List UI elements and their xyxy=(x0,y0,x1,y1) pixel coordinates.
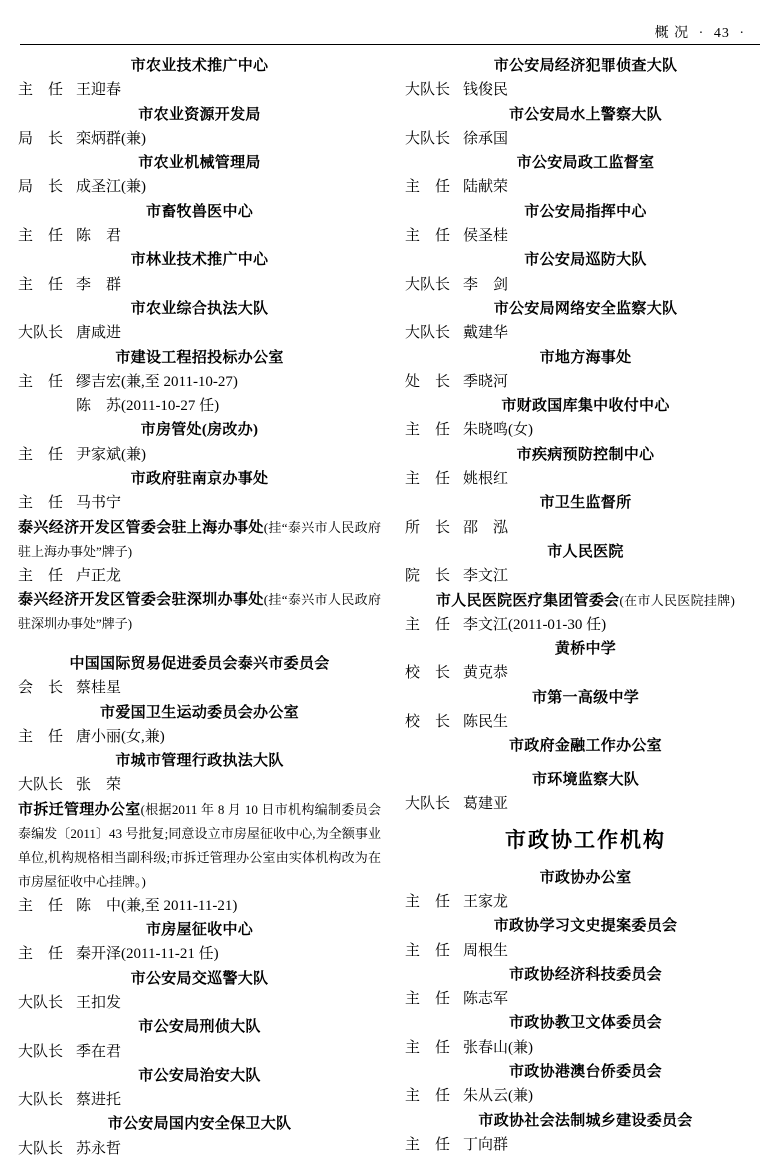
org-heading xyxy=(18,749,381,773)
org-heading xyxy=(18,103,381,127)
org-heading xyxy=(18,346,381,370)
org-name: 市政协教卫文体委员会 xyxy=(508,1015,662,1032)
person-title: 主 任 xyxy=(405,422,451,439)
org-heading xyxy=(405,394,766,418)
person-title: 处 长 xyxy=(405,373,451,390)
body-columns xyxy=(14,54,766,1161)
person-title: 所 长 xyxy=(405,519,451,536)
person-entry xyxy=(18,1040,381,1064)
header-trailing-dot: · xyxy=(739,26,745,41)
person-name: 钱俊民 xyxy=(463,82,509,99)
org-name: 市农业资源开发局 xyxy=(138,106,261,123)
org-name: 市政府驻南京办事处 xyxy=(130,471,269,488)
person-name: 丁向群 xyxy=(463,1136,509,1153)
person-entry xyxy=(405,1084,766,1108)
org-name: 市政协办公室 xyxy=(539,869,632,886)
org-heading xyxy=(405,297,766,321)
org-heading xyxy=(18,918,381,942)
person-title: 主 任 xyxy=(405,471,451,488)
org-name: 泰兴经济开发区管委会驻上海办事处 xyxy=(18,519,264,536)
org-heading xyxy=(18,248,381,272)
person-name: 朱从云(兼) xyxy=(463,1088,533,1105)
person-name: 季晓河 xyxy=(463,373,509,390)
org-heading xyxy=(405,151,766,175)
person-entry xyxy=(405,987,766,1011)
person-entry xyxy=(18,1088,381,1112)
person-name: 周根生 xyxy=(463,942,509,959)
person-name: 成圣江(兼) xyxy=(76,179,146,196)
org-name: 市公安局网络安全监察大队 xyxy=(493,300,678,317)
org-name: 市公安局刑侦大队 xyxy=(138,1019,261,1036)
person-entry xyxy=(405,1133,766,1157)
person-entry xyxy=(405,710,766,734)
person-name: 张 荣 xyxy=(76,777,122,794)
person-title: 大队长 xyxy=(18,994,64,1011)
person-title: 大队长 xyxy=(405,276,451,293)
org-name: 市公安局政工监督室 xyxy=(516,155,655,172)
person-title: 大队长 xyxy=(18,325,64,342)
person-entry xyxy=(405,127,766,151)
person-name: 陈 中(兼,至 2011-11-21) xyxy=(76,897,238,914)
org-heading xyxy=(18,467,381,491)
person-name: 朱晓鸣(女) xyxy=(463,422,533,439)
org-name: 市公安局巡防大队 xyxy=(524,252,647,269)
person-name: 唐咸进 xyxy=(76,325,122,342)
person-name: 陈 君 xyxy=(76,228,122,245)
org-heading xyxy=(405,963,766,987)
person-name: 秦开泽(2011-11-21 任) xyxy=(76,946,219,963)
person-title: 主 任 xyxy=(405,1039,451,1056)
person-entry xyxy=(405,613,766,637)
org-heading xyxy=(18,151,381,175)
org-heading xyxy=(405,1011,766,1035)
person-entry xyxy=(405,273,766,297)
org-name: 市城市管理行政执法大队 xyxy=(115,753,284,770)
person-entry xyxy=(405,418,766,442)
org-name: 市房屋征收中心 xyxy=(145,922,254,939)
org-name: 市公安局经济犯罪侦查大队 xyxy=(493,58,678,74)
org-name: 市政协社会法制城乡建设委员会 xyxy=(478,1112,693,1129)
org-name: 市政协港澳台侨委员会 xyxy=(508,1064,662,1081)
org-heading xyxy=(405,637,766,661)
person-entry xyxy=(405,321,766,345)
org-heading xyxy=(405,200,766,224)
org-heading-block xyxy=(18,516,381,564)
org-heading xyxy=(405,686,766,710)
person-title: 主 任 xyxy=(405,1136,451,1153)
person-entry xyxy=(18,894,381,918)
person-title: 主 任 xyxy=(18,728,64,745)
person-title: 局 长 xyxy=(18,130,64,147)
person-entry xyxy=(18,127,381,151)
person-title: 主 任 xyxy=(405,991,451,1008)
org-heading xyxy=(405,866,766,890)
person-title: 主 任 xyxy=(18,228,64,245)
person-name: 侯圣桂 xyxy=(463,228,509,245)
org-heading xyxy=(405,768,766,792)
person-entry xyxy=(405,1036,766,1060)
person-name: 陈志军 xyxy=(463,991,509,1008)
person-title: 校 长 xyxy=(405,714,451,731)
org-heading xyxy=(18,418,381,442)
person-title: 大队长 xyxy=(405,325,451,342)
person-entry xyxy=(405,661,766,685)
person-name: 栾炳群(兼) xyxy=(76,130,146,147)
spacer xyxy=(405,857,766,866)
person-title: 大队长 xyxy=(18,1092,64,1109)
page-header xyxy=(655,22,750,42)
person-name: 李文江 xyxy=(463,568,509,585)
org-name: 黄桥中学 xyxy=(554,641,617,658)
person-title: 大队长 xyxy=(405,130,451,147)
person-entry xyxy=(405,78,766,102)
person-name: 尹家斌(兼) xyxy=(76,446,146,463)
org-note: (根据2011 年 8 月 10 日市机构编制委员会泰编发〔2011〕43 号批复;同意设立市房屋征收中心,为全额事业单位,机构规格相当副科级;市拆迁管理办公室由实体机构改为在市房屋征收中心挂牌。) xyxy=(18,801,381,889)
person-title: 会 长 xyxy=(18,680,64,697)
person-name: 马书宁 xyxy=(76,495,122,512)
org-heading xyxy=(18,652,381,676)
org-name: 市财政国库集中收付中心 xyxy=(501,398,670,415)
person-name: 陈民生 xyxy=(463,714,509,731)
person-title: 主 任 xyxy=(18,446,64,463)
org-name: 市政府金融工作办公室 xyxy=(508,738,662,755)
org-heading xyxy=(18,701,381,725)
org-name: 市农业机械管理局 xyxy=(138,155,261,172)
person-name: 蔡进托 xyxy=(76,1092,122,1109)
person-name: 李文江(2011-01-30 任) xyxy=(463,616,607,633)
person-title: 主 任 xyxy=(18,373,64,390)
org-heading xyxy=(405,1060,766,1084)
person-name: 苏永哲 xyxy=(76,1140,122,1157)
person-title: 主 任 xyxy=(405,894,451,910)
person-entry xyxy=(405,224,766,248)
person-name: 王家龙 xyxy=(463,894,509,910)
org-name: 市疾病预防控制中心 xyxy=(516,446,655,463)
person-entry xyxy=(18,224,381,248)
person-name: 邵 泓 xyxy=(463,519,509,536)
org-name: 市房管处(房改办) xyxy=(140,422,259,439)
org-name: 市政协经济科技委员会 xyxy=(508,966,662,983)
person-entry xyxy=(405,175,766,199)
person-name: 葛建亚 xyxy=(463,795,509,812)
person-name: 蔡桂星 xyxy=(76,680,122,697)
person-title: 大队长 xyxy=(18,1140,64,1157)
person-entry xyxy=(18,321,381,345)
org-name: 中国国际贸易促进委员会泰兴市委员会 xyxy=(69,655,330,672)
person-title: 院 长 xyxy=(405,568,451,585)
org-name: 泰兴经济开发区管委会驻深圳办事处 xyxy=(18,591,264,608)
person-title: 主 任 xyxy=(18,495,64,512)
person-entry xyxy=(18,394,381,418)
person-title: 大队长 xyxy=(405,82,451,99)
person-name: 戴建华 xyxy=(463,325,509,342)
right-column xyxy=(399,54,766,1161)
org-name: 市人民医院医疗集团管委会 xyxy=(435,592,620,609)
org-heading xyxy=(405,1109,766,1133)
person-title: 大队长 xyxy=(18,777,64,794)
org-heading xyxy=(405,540,766,564)
person-name: 张春山(兼) xyxy=(463,1039,533,1056)
page-number: 43 xyxy=(713,26,730,41)
person-name: 徐承国 xyxy=(463,130,509,147)
person-name: 唐小丽(女,兼) xyxy=(76,728,165,745)
org-heading xyxy=(405,103,766,127)
header-rule xyxy=(20,44,760,45)
org-name: 市环境监察大队 xyxy=(531,771,640,788)
org-name: 市公安局治安大队 xyxy=(138,1067,261,1084)
spacer xyxy=(405,816,766,825)
org-name: 市建设工程招投标办公室 xyxy=(115,349,284,366)
org-note: (挂“泰兴市人民政府驻上海办事处”牌子) xyxy=(18,519,381,559)
org-heading xyxy=(405,491,766,515)
org-heading xyxy=(18,297,381,321)
person-entry xyxy=(18,443,381,467)
org-name: 市卫生监督所 xyxy=(539,495,632,512)
header-label: 概 况 xyxy=(654,26,690,41)
person-title: 主 任 xyxy=(18,276,64,293)
org-name: 市农业技术推广中心 xyxy=(130,58,269,74)
org-heading-block xyxy=(18,798,381,894)
org-name: 市地方海事处 xyxy=(539,349,632,366)
person-title: 主 任 xyxy=(405,616,451,633)
org-heading xyxy=(18,967,381,991)
person-title: 主 任 xyxy=(405,1088,451,1105)
org-heading xyxy=(405,589,766,613)
org-heading xyxy=(18,54,381,78)
org-heading xyxy=(405,248,766,272)
person-name: 姚根红 xyxy=(463,471,509,488)
spacer xyxy=(405,759,766,768)
person-entry xyxy=(18,991,381,1015)
person-name: 缪吉宏(兼,至 2011-10-27) xyxy=(76,373,238,390)
org-name: 市第一高级中学 xyxy=(531,689,640,706)
person-entry xyxy=(18,1137,381,1161)
spacer xyxy=(18,636,381,652)
person-entry xyxy=(18,564,381,588)
person-entry xyxy=(405,792,766,816)
person-title: 主 任 xyxy=(18,567,64,584)
person-entry xyxy=(405,564,766,588)
person-title: 主 任 xyxy=(18,897,64,914)
org-name: 市人民医院 xyxy=(547,543,624,560)
org-name: 市拆迁管理办公室 xyxy=(18,801,141,818)
person-title: 主 任 xyxy=(405,942,451,959)
org-name: 市公安局国内安全保卫大队 xyxy=(107,1116,292,1133)
person-entry xyxy=(18,78,381,102)
person-entry xyxy=(18,725,381,749)
person-entry xyxy=(18,175,381,199)
person-entry xyxy=(18,942,381,966)
person-entry xyxy=(405,467,766,491)
org-heading-block xyxy=(18,588,381,636)
person-title: 主 任 xyxy=(18,946,64,963)
person-name: 李 剑 xyxy=(463,276,509,293)
org-heading xyxy=(405,443,766,467)
person-name: 李 群 xyxy=(76,276,122,293)
person-name: 季在君 xyxy=(76,1043,122,1060)
person-title: 局 长 xyxy=(18,179,64,196)
org-note: (挂“泰兴市人民政府驻深圳办事处”牌子) xyxy=(18,591,381,631)
org-name: 市公安局交巡警大队 xyxy=(130,970,269,987)
org-name: 市畜牧兽医中心 xyxy=(145,203,254,220)
left-column xyxy=(14,54,381,1161)
section-heading: 市政协工作机构 xyxy=(505,828,666,853)
org-heading xyxy=(18,1064,381,1088)
header-dot: · xyxy=(698,26,705,41)
person-name: 卢正龙 xyxy=(76,567,122,584)
org-name: 市政协学习文史提案委员会 xyxy=(493,918,678,935)
person-title: 主 任 xyxy=(405,228,451,245)
org-heading xyxy=(405,914,766,938)
org-heading xyxy=(405,54,766,78)
org-heading xyxy=(405,346,766,370)
person-title: 大队长 xyxy=(18,1043,64,1060)
person-title: 主 任 xyxy=(18,82,64,99)
person-name: 陆献荣 xyxy=(463,179,509,196)
org-name: 市公安局指挥中心 xyxy=(524,203,647,220)
person-entry xyxy=(18,773,381,797)
org-heading xyxy=(405,734,766,758)
person-title: 校 长 xyxy=(405,665,451,682)
org-heading xyxy=(18,1015,381,1039)
org-heading xyxy=(18,1112,381,1136)
org-heading xyxy=(18,200,381,224)
person-name: 黄克恭 xyxy=(463,665,509,682)
org-name: 市爱国卫生运动委员会办公室 xyxy=(100,704,299,721)
org-name: 市林业技术推广中心 xyxy=(130,252,269,269)
org-note: (在市人民医院挂牌) xyxy=(619,592,736,608)
person-name: 王迎春 xyxy=(76,82,122,99)
person-title: 主 任 xyxy=(405,179,451,196)
person-name: 王扣发 xyxy=(76,994,122,1011)
person-name: 陈 苏(2011-10-27 任) xyxy=(76,398,220,415)
org-name: 市农业综合执法大队 xyxy=(130,300,269,317)
person-entry xyxy=(18,273,381,297)
org-name: 市公安局水上警察大队 xyxy=(508,106,662,123)
person-entry xyxy=(405,939,766,963)
person-entry xyxy=(405,890,766,914)
person-entry xyxy=(405,370,766,394)
person-entry xyxy=(405,516,766,540)
person-entry xyxy=(18,491,381,515)
person-entry xyxy=(18,370,381,394)
person-title: 大队长 xyxy=(405,795,451,812)
person-entry xyxy=(18,676,381,700)
